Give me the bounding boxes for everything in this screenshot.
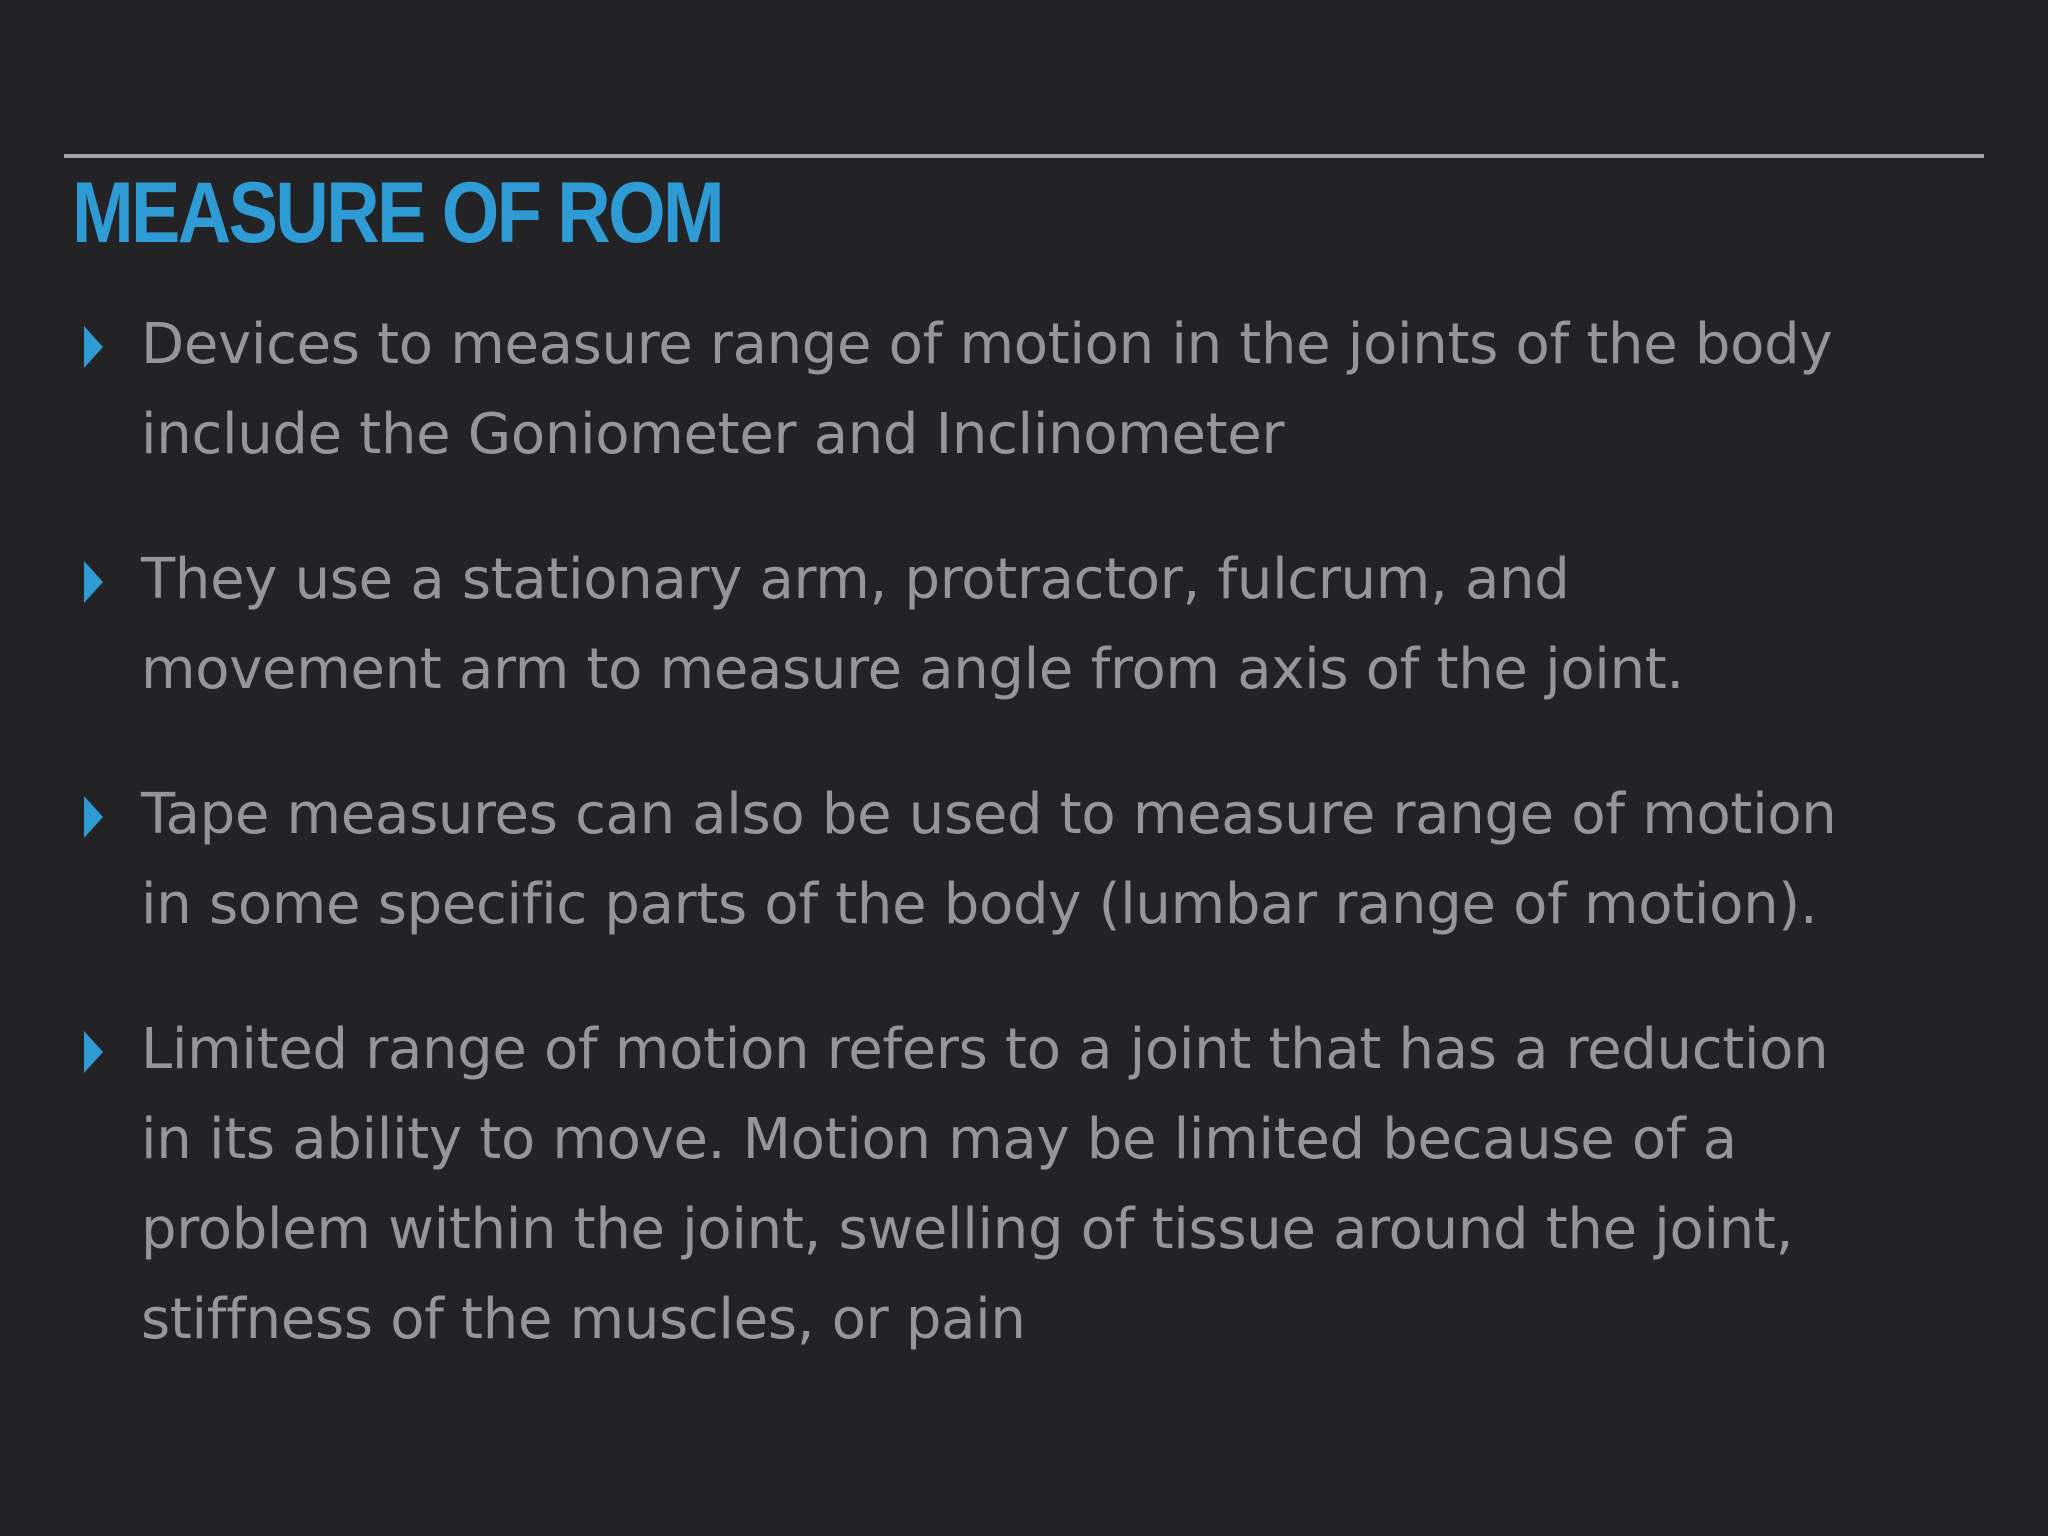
slide-title: MEASURE OF ROM: [72, 165, 723, 261]
bullet-line: in some specific parts of the body (lumbar range of motion).: [141, 872, 1818, 937]
bullet-line: problem within the joint, swelling of tissue around the joint,: [141, 1197, 1794, 1262]
bullet-line: include the Goniometer and Inclinometer: [141, 402, 1285, 467]
bullet-line: Limited range of motion refers to a joint that has a reduction: [141, 1017, 1829, 1082]
bullet-text: [141, 1005, 2021, 1365]
bullet-text: [141, 300, 2021, 480]
bullet-line: in its ability to move. Motion may be limited because of a: [141, 1107, 1737, 1172]
bullet-line: Tape measures can also be used to measure range of motion: [141, 782, 1837, 847]
triangle-right-icon: [84, 326, 103, 368]
bullet-line: movement arm to measure angle from axis of the joint.: [141, 637, 1684, 702]
triangle-right-icon: [84, 796, 103, 838]
triangle-right-icon: [84, 1031, 103, 1073]
bullet-text: [141, 770, 2021, 950]
bullet-line: They use a stationary arm, protractor, fulcrum, and: [141, 547, 1570, 612]
bullet-line: stiffness of the muscles, or pain: [141, 1287, 1026, 1352]
bullet-text: [141, 535, 2021, 715]
triangle-right-icon: [84, 561, 103, 603]
bullet-line: Devices to measure range of motion in the joints of the body: [141, 312, 1833, 377]
